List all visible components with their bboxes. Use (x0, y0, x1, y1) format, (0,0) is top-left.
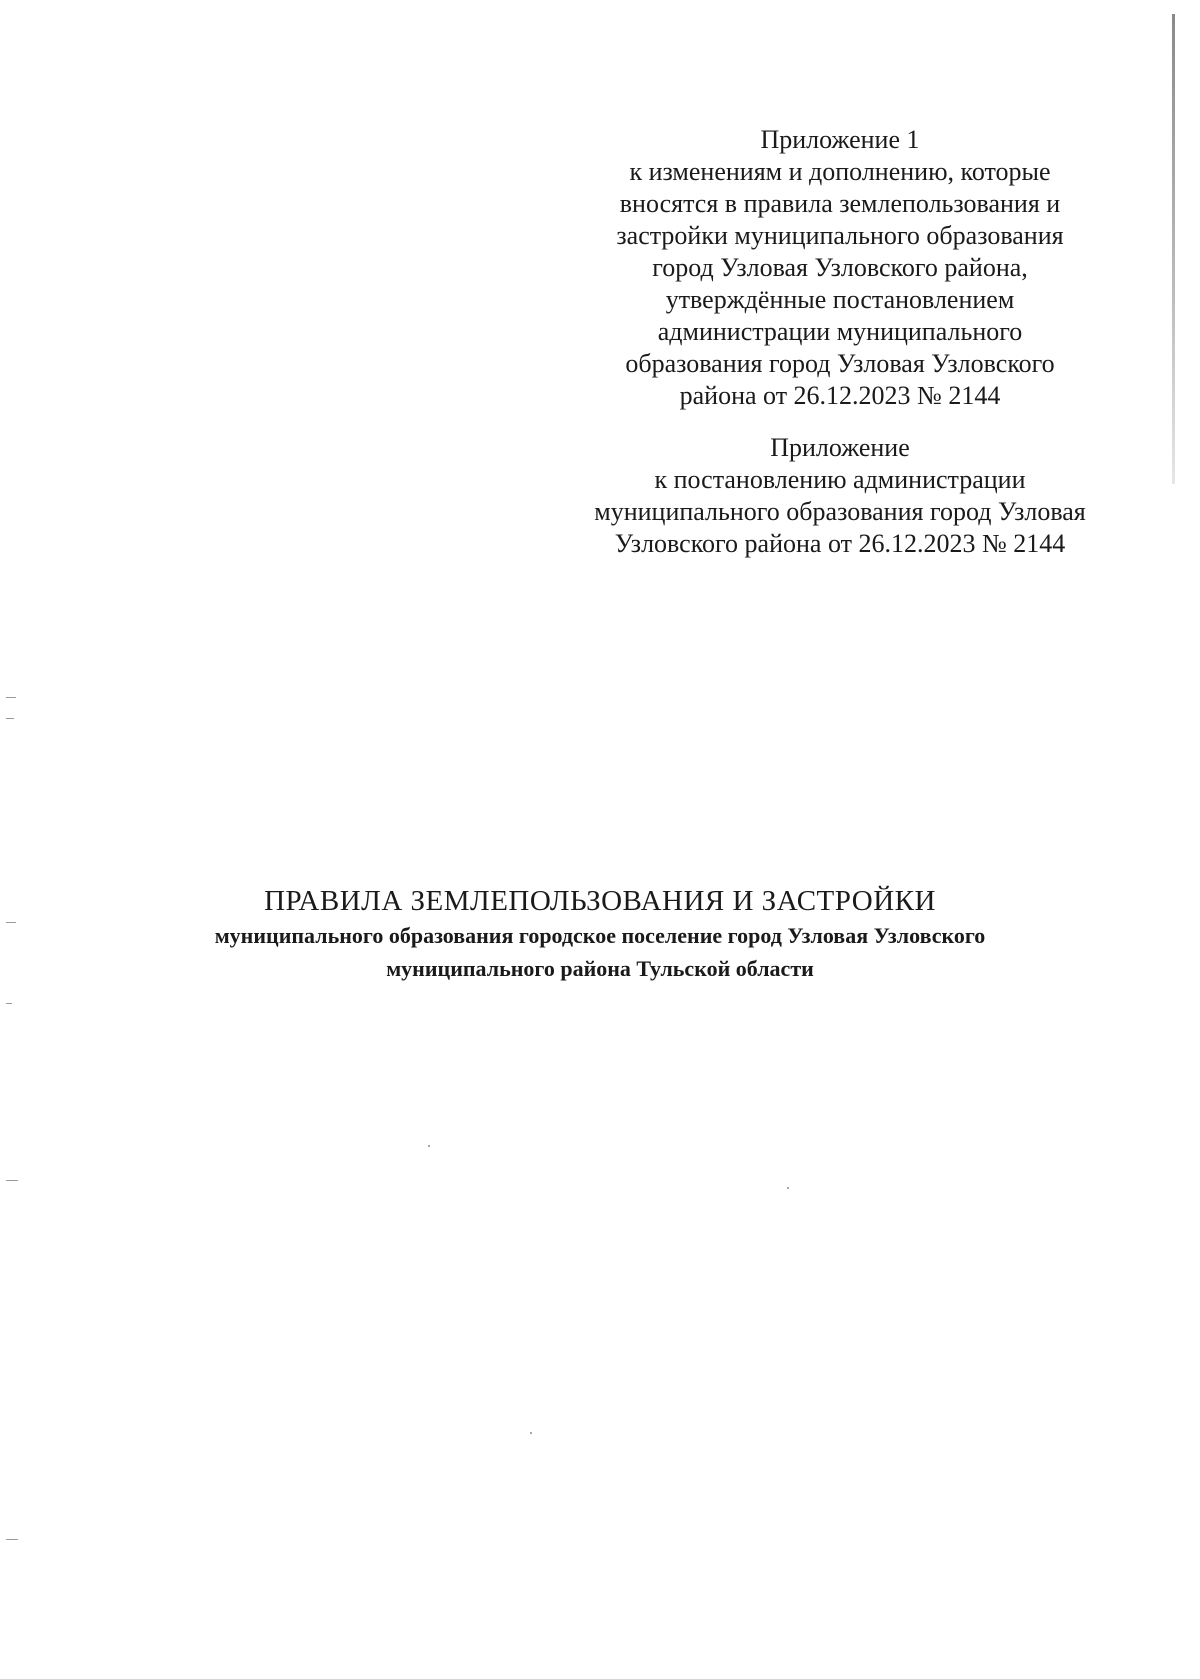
scan-mark (6, 718, 14, 719)
scan-speck (530, 1432, 532, 1434)
appendix-2-line: Приложение (770, 433, 910, 462)
appendix-2-line: муниципального образования город Узловая (594, 497, 1086, 526)
appendix-2-line: Узловского района от 26.12.2023 № 2144 (614, 529, 1066, 558)
document-title: ПРАВИЛА ЗЕМЛЕПОЛЬЗОВАНИЯ И ЗАСТРОЙКИ (264, 885, 936, 917)
appendix-1-line: к изменениям и дополнению, которые (629, 157, 1051, 186)
scan-speck (428, 1145, 430, 1147)
appendix-2-line: к постановлению администрации (654, 465, 1026, 494)
scan-mark (6, 1003, 12, 1004)
appendix-1-line: района от 26.12.2023 № 2144 (679, 381, 1001, 410)
appendix-1-line: образования город Узловая Узловского (625, 349, 1055, 378)
document-subtitle-line-2: муниципального района Тульской области (386, 956, 814, 981)
appendix-1-line: администрации муниципального (657, 317, 1023, 346)
scan-speck (787, 1187, 789, 1189)
scan-mark (6, 1180, 18, 1181)
appendix-1-line: вносятся в правила землепользования и (619, 189, 1061, 218)
scan-mark (6, 697, 16, 698)
scan-edge-artifact (1172, 14, 1175, 484)
document-title-block (100, 883, 1100, 985)
document-subtitle-line-1: муниципального образования городское поселение город Узловая Узловского (214, 923, 986, 948)
appendix-2-header (560, 432, 1120, 560)
appendix-1-line: Приложение 1 (760, 125, 920, 154)
appendix-1-header (560, 124, 1120, 412)
scan-mark (6, 922, 16, 923)
scan-mark (6, 1539, 18, 1540)
appendix-1-line: утверждённые постановлением (665, 285, 1015, 314)
appendix-1-line: город Узловая Узловского района, (652, 253, 1028, 282)
appendix-1-line: застройки муниципального образования (616, 221, 1064, 250)
